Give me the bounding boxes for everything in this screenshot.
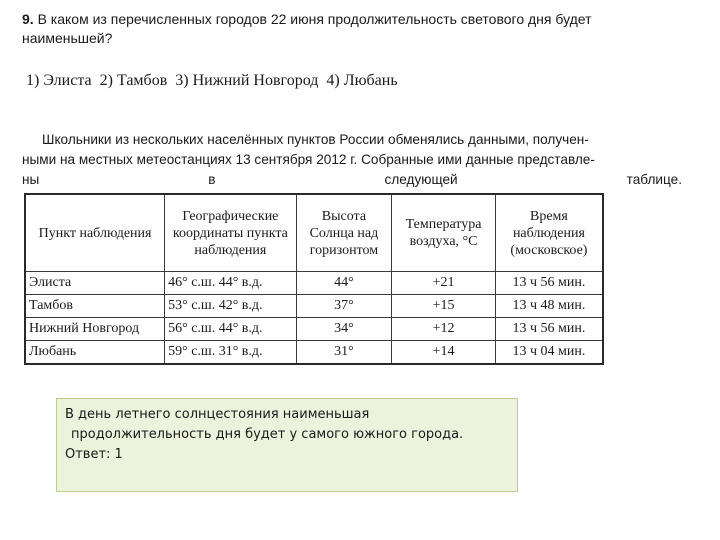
answer-line-2: продолжительность дня будет у самого южного города. <box>71 427 464 442</box>
intro-paragraph <box>22 130 682 190</box>
cell-sun-height: 31° <box>296 341 392 365</box>
cell-station: Нижний Новгород <box>25 318 165 341</box>
intro-line-3 <box>22 170 682 190</box>
header-time: Время наблюдения (московское) <box>495 194 603 272</box>
header-station: Пункт наблюдения <box>25 194 165 272</box>
answer-line-1: В день летнего солнцестояния наименьшая <box>65 407 370 422</box>
cell-station: Любань <box>25 341 165 365</box>
intro-line-2: ными на местных метеостанциях 13 сентября 2012 г. Собранные ими данные представле- <box>22 152 595 167</box>
cell-coordinates: 46° с.ш. 44° в.д. <box>165 272 297 295</box>
header-sun-height: Высота Солнца над горизонтом <box>296 194 392 272</box>
table-row <box>25 272 603 295</box>
cell-time: 13 ч 56 мин. <box>495 272 603 295</box>
cell-time: 13 ч 48 мин. <box>495 295 603 318</box>
table-header-row <box>25 194 603 272</box>
question-text: В каком из перечисленных городов 22 июня продолжительность светового дня будет наименьшей? <box>22 11 592 46</box>
cell-sun-height: 37° <box>296 295 392 318</box>
cell-coordinates: 53° с.ш. 42° в.д. <box>165 295 297 318</box>
cell-temperature: +21 <box>392 272 496 295</box>
header-coordinates: Географические координаты пункта наблюдения <box>165 194 297 272</box>
question-number: 9. <box>22 11 34 27</box>
intro-word: в <box>208 172 216 187</box>
observation-table <box>24 193 604 365</box>
header-temperature: Температура воздуха, °С <box>392 194 496 272</box>
answer-result: Ответ: 1 <box>65 447 123 462</box>
intro-line-1: Школьники из нескольких населённых пунктов России обменялись данными, получен- <box>42 132 589 147</box>
question <box>22 10 662 48</box>
cell-sun-height: 44° <box>296 272 392 295</box>
cell-temperature: +15 <box>392 295 496 318</box>
cell-sun-height: 34° <box>296 318 392 341</box>
cell-station: Тамбов <box>25 295 165 318</box>
intro-word: ны <box>22 172 40 187</box>
cell-temperature: +14 <box>392 341 496 365</box>
cell-temperature: +12 <box>392 318 496 341</box>
answer-options: 1) Элиста 2) Тамбов 3) Нижний Новгород 4) Любань <box>26 72 398 89</box>
cell-coordinates: 56° с.ш. 44° в.д. <box>165 318 297 341</box>
table-row <box>25 318 603 341</box>
cell-time: 13 ч 04 мин. <box>495 341 603 365</box>
table-row <box>25 341 603 365</box>
intro-word: следующей <box>384 172 458 187</box>
table-row <box>25 295 603 318</box>
cell-time: 13 ч 56 мин. <box>495 318 603 341</box>
cell-station: Элиста <box>25 272 165 295</box>
intro-word: таблице. <box>626 172 682 187</box>
cell-coordinates: 59° с.ш. 31° в.д. <box>165 341 297 365</box>
answer-box <box>56 398 518 492</box>
